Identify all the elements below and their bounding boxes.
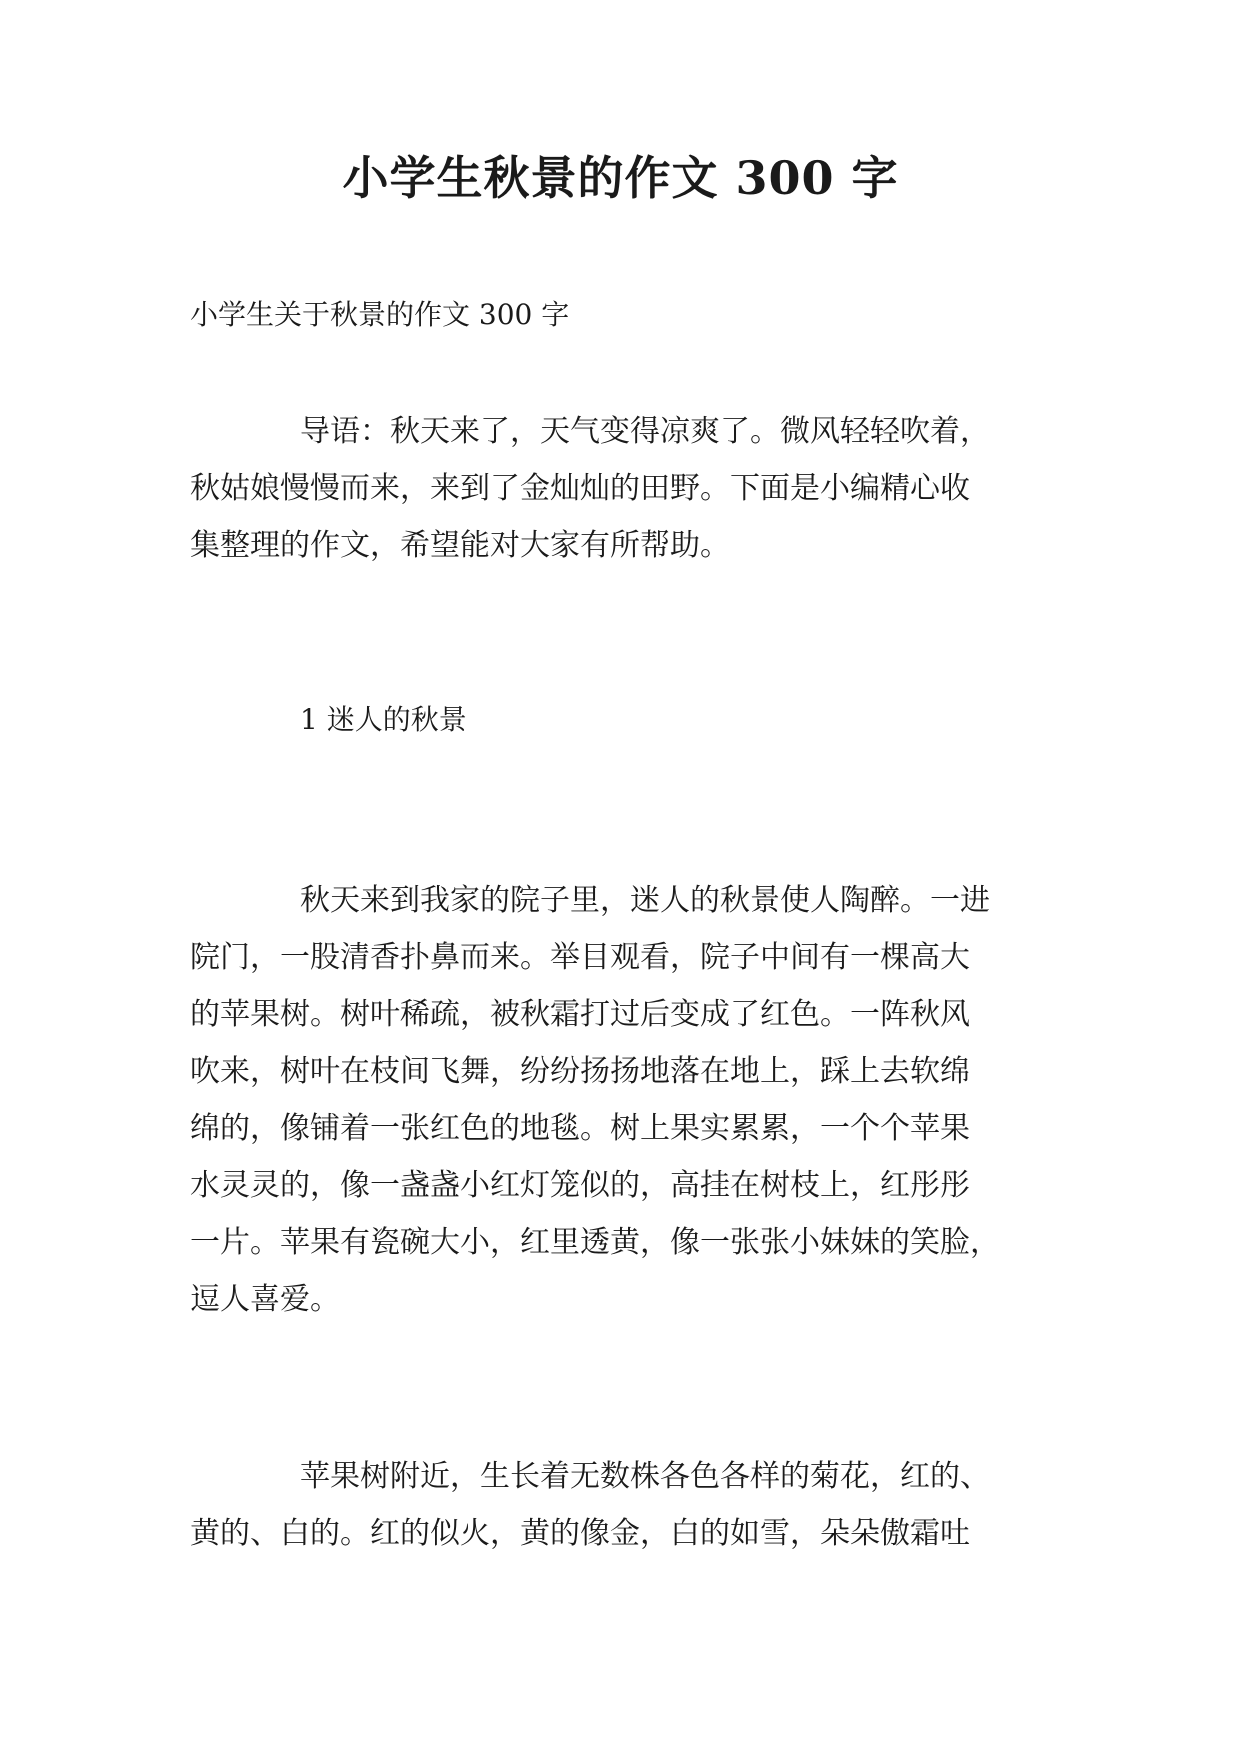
paragraph-line: 黄的、白的。红的似火，黄的像金，白的如雪，朵朵傲霜吐 [190, 1516, 970, 1551]
paragraph-line: 吹来，树叶在枝间飞舞，纷纷扬扬地落在地上，踩上去软绵 [190, 1054, 970, 1089]
paragraph-line: 逗人喜爱。 [190, 1282, 340, 1317]
document-title: 小学生秋景的作文 300 字 [342, 151, 899, 205]
paragraph-line: 水灵灵的，像一盏盏小红灯笼似的，高挂在树枝上，红彤彤 [190, 1168, 970, 1203]
intro-line: 导语：秋天来了，天气变得凉爽了。微风轻轻吹着， [300, 414, 990, 449]
paragraph-line: 秋天来到我家的院子里，迷人的秋景使人陶醉。一进 [300, 883, 990, 918]
paragraph-line: 一片。苹果有瓷碗大小，红里透黄，像一张张小妹妹的笑脸， [190, 1225, 1000, 1260]
intro-line: 集整理的作文，希望能对大家有所帮助。 [190, 528, 730, 563]
document-subtitle: 小学生关于秋景的作文 300 字 [190, 298, 570, 331]
body-paragraph-2 [190, 1448, 1060, 1562]
paragraph-line: 绵的，像铺着一张红色的地毯。树上果实累累，一个个苹果 [190, 1111, 970, 1146]
paragraph-line: 院门，一股清香扑鼻而来。举目观看，院子中间有一棵高大 [190, 940, 970, 975]
body-paragraph-1 [190, 872, 1060, 1328]
paragraph-line: 的苹果树。树叶稀疏，被秋霜打过后变成了红色。一阵秋风 [190, 997, 970, 1032]
intro-paragraph [190, 403, 1060, 574]
intro-line: 秋姑娘慢慢而来，来到了金灿灿的田野。下面是小编精心收 [190, 471, 970, 506]
section-heading: 1 迷人的秋景 [300, 703, 467, 736]
paragraph-line: 苹果树附近，生长着无数株各色各样的菊花，红的、 [300, 1459, 990, 1494]
